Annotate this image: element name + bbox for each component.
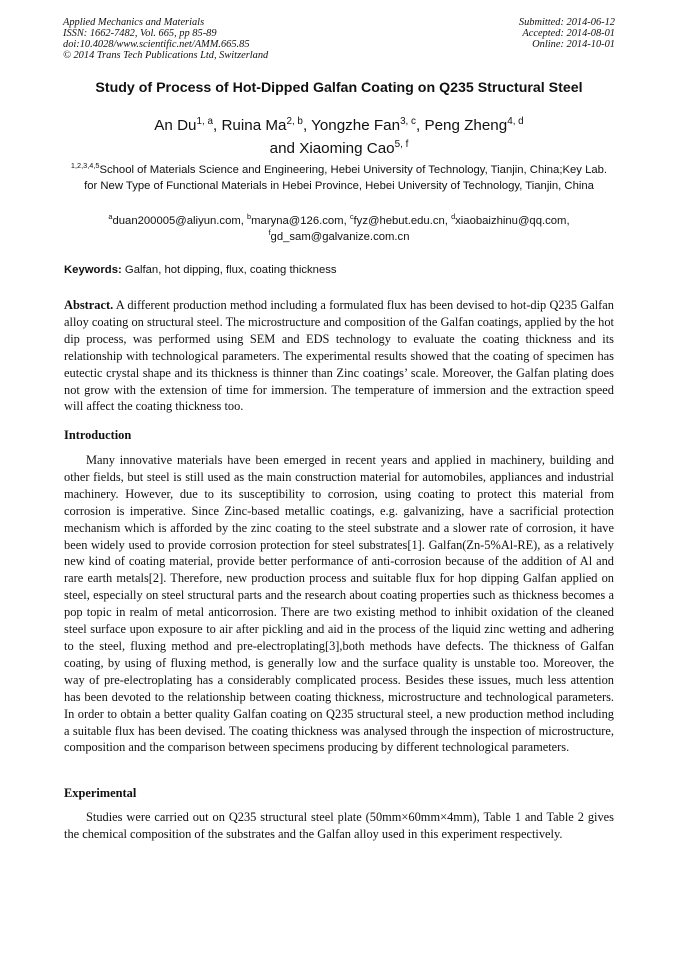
online-date: Online: 2014-10-01 <box>532 39 615 50</box>
keywords-text: Galfan, hot dipping, flux, coating thickness <box>121 264 337 276</box>
introduction-text: Many innovative materials have been emerged in recent years and applied in machinery, building and other fields, but steel is still used as the main construction material for automobiles, appliances and industrial machinery. However, due to its susceptibility to corrosion, using coating to protect this material from corrosion is imperative. Since Zinc-based metallic coatings, e.g. galvanizing, have a sacrificial protection mechanism which is afforded by the zinc coating to the steel substrate and a slower rate of corrosion, it have been widely used to provide corrosion protection for steel substrates[1]. Galfan(Zn-5%Al-RE), as a relatively new kind of coating material, provide better performance of anti-corrosion because of the addition of Al and rare earth metals[2]. Therefore, new production process and suitable flux for hop dipping Galfan applied on steel, especially on steel structural parts and the research about coating properties such as thickness becomes a pop topic in realm of metal anticorrosion. There are two existing method to inhibit oxidation of the cleaned steel surface upon exposure to air after pickling and aid in the process of the liquid zinc wetting and adhering to the steel, fluxing method and pre-electroplating[3],both methods have defects. The thickness of Galfan coating, by using of fluxing method, is generally low and the surface quality is unstable too. Moreover, the way of pre-electroplating has a considerably complicated process. Besides these issues, much less attention has been devoted to the relationship between coating thickness, microstructure and technological parameters. In order to obtain a better quality Galfan coating on Q235 structural steel, a new production method including a suitable flux has been devised. The coating thickness was analysed through the inspection of microstructure, composition and the comparison between specimens producing by different technological parameters. <box>64 453 614 755</box>
abstract-text: A different production method including a formulated flux has been devised to hot-dip Q235 Galfan alloy coating on structural steel. The microstructure and composition of the Galfan coatings, applied by the hot dip process, was performed using SEM and EDS technology to evaluate the coating thickness and its relationship with technological parameters. The experimental results showed that the coating of specimen has eutectic crystal shape and its thickness is thinner than Zinc coatings’ scale. Moreover, the Galfan plating does not grow with the extension of time for immersion. The temperature of immersion and the extraction speed will affect the coating thickness too. <box>64 298 614 414</box>
publication-info <box>63 17 363 61</box>
author-list <box>40 114 638 160</box>
email: $^b$maryna@126.com, <box>247 212 350 227</box>
author: and Xiaoming Cao$^{5, f}$ <box>269 138 409 157</box>
affiliation <box>64 162 614 194</box>
email: $^f$gd_sam@galvanize.com.cn <box>268 228 410 243</box>
email: $^d$xiaobaizhinu@qq.com, <box>451 212 570 227</box>
affiliation-marker: 1,2,3,4,5 <box>70 161 100 171</box>
submitted-date: Submitted: 2014-06-12 <box>518 17 615 28</box>
experimental-text: Studies were carried out on Q235 structural steel plate (50mm×60mm×4mm), Table 1 and Table 2 gives the chemical composition of the substrates and the Galfan alloy used in this experiment respectively. <box>64 810 614 841</box>
issn-line: ISSN: 1662-7482, Vol. 665, pp 85-89 <box>63 28 217 39</box>
journal-name: Applied Mechanics and Materials <box>63 17 205 28</box>
paper-title: Study of Process of Hot-Dipped Galfan Coating on Q235 Structural Steel <box>95 80 583 96</box>
abstract-label: Abstract. <box>64 298 114 312</box>
author: Yongzhe Fan$^{3, c}$, <box>311 115 425 134</box>
email: $^c$fyz@hebut.edu.cn, <box>349 212 452 227</box>
doi-line: doi:10.4028/www.scientific.net/AMM.665.85 <box>63 39 250 50</box>
author: Peng Zheng$^{4, d}$ <box>424 115 524 134</box>
keywords-label: Keywords: <box>64 264 122 276</box>
keywords <box>64 264 614 276</box>
affiliation-text: School of Materials Science and Engineering, Hebei University of Technology, Tianjin, China;Key Lab. for New Type of Functional Materials in Hebei Province, Hebei University of Technology, Tianjin, China <box>84 164 608 192</box>
email: $^a$duan200005@aliyun.com, <box>108 212 248 227</box>
email-list <box>64 213 614 245</box>
copyright-line: © 2014 Trans Tech Publications Ltd, Switzerland <box>63 50 269 61</box>
introduction-heading: Introduction <box>64 428 132 442</box>
abstract <box>64 297 614 415</box>
author: Ruina Ma$^{2, b}$, <box>221 115 312 134</box>
experimental-heading: Experimental <box>64 786 137 800</box>
publication-dates <box>375 17 615 50</box>
accepted-date: Accepted: 2014-08-01 <box>522 28 615 39</box>
author: An Du$^{1, a}$, <box>154 115 222 134</box>
